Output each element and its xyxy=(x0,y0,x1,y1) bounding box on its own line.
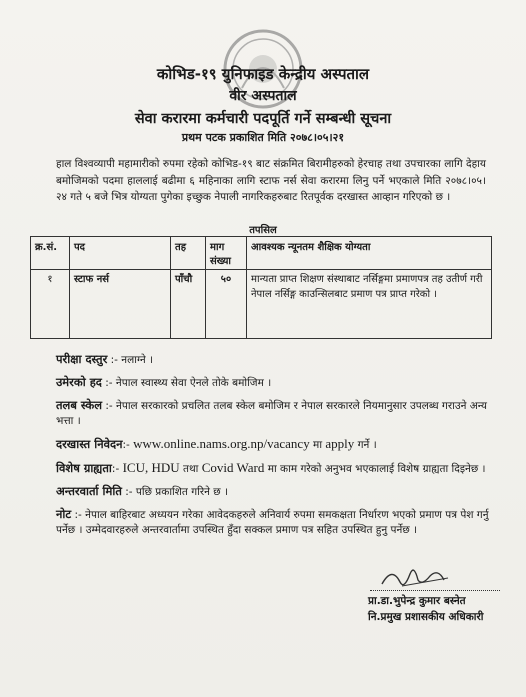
cell-level: पाँचौ xyxy=(171,270,206,339)
table-header-row xyxy=(31,237,492,270)
priority-en2: Covid Ward xyxy=(201,460,265,475)
signatory-title: नि.प्रमुख प्रशासकीय अधिकारी xyxy=(368,611,484,623)
hospital-name: कोभिड-१९ युनिफाइड केन्द्रीय अस्पताल xyxy=(156,65,370,83)
details-section xyxy=(56,352,496,545)
cell-serial: १ xyxy=(31,270,70,339)
priority-label: विशेष ग्राह्यता xyxy=(56,461,112,475)
age-label: उमेरको हद xyxy=(56,375,102,389)
priority-en: ICU, HDU xyxy=(122,460,180,475)
priority-row xyxy=(56,460,496,477)
notice-title: सेवा करारमा कर्मचारी पदपूर्ति गर्ने सम्बन्धी सूचना xyxy=(134,111,392,127)
col-demand: माग संख्या xyxy=(206,237,247,270)
vacancy-table xyxy=(30,236,492,339)
priority-post: मा काम गरेको अनुभव भएकालाई विशेष ग्राह्यता दिइनेछ । xyxy=(264,463,486,475)
intro-paragraph: हाल विश्वव्यापी महामारीको रुपमा रहेको कोभिड-१९ बाट संक्रमित बिरामीहरुको हेरचाह तथा उपचारका लागि देहाय बमोजिमको पदमा हाललाई बढीमा ६ महिनाका लागि स्टाफ नर्स सेवा करारमा लिनु पर्ने भएकाले मिति २०७८।०५।२४ गते ५ बजे भित्र योग्यता पुगेका इच्छुक नेपाली नागरिकहरुबाट रितपूर्वक दरखास्त आव्हान गरिएको छ । xyxy=(56,158,486,203)
salary-label: तलब स्केल xyxy=(56,398,103,412)
schedule-heading: तपसिल xyxy=(249,225,277,236)
exam-fee-label: परीक्षा दस्तुर xyxy=(56,352,108,366)
application-sep: :- xyxy=(122,439,134,451)
note-row xyxy=(56,507,496,538)
interview-row xyxy=(56,484,496,500)
salary-row xyxy=(56,398,496,429)
interview-label: अन्तरवार्ता मिति xyxy=(56,484,122,498)
signatory-name: प्रा.डा.भुपेन्द्र कुमार बस्नेत xyxy=(368,595,466,607)
publish-date: प्रथम पटक प्रकाशित मिति २०७८।०५।२१ xyxy=(181,131,345,144)
priority-sep: :- xyxy=(111,463,123,475)
exam-fee-value: :- नलाग्ने । xyxy=(110,354,154,366)
table-row xyxy=(31,270,492,339)
cell-demand: ५० xyxy=(206,270,247,339)
priority-mid: तथा xyxy=(179,463,202,475)
salary-value: :- नेपाल सरकारको प्रचलित तलब स्केल बमोजिम र नेपाल सरकारले नियमानुसार उपलब्ध गराउने अन्य भत्ता । xyxy=(56,400,487,427)
signature-line xyxy=(370,590,500,591)
application-apply: apply xyxy=(325,436,355,451)
note-label: नोट xyxy=(56,507,72,521)
cell-qualification: मान्यता प्राप्त शिक्षण संस्थाबाट नर्सिङ्गमा प्रमाणपत्र तह उतीर्ण गरी नेपाल नर्सिङ्ग काउन्सिलबाट प्रमाण पत्र प्राप्त गरेको । xyxy=(247,270,492,339)
age-row xyxy=(56,375,496,391)
col-serial: क्र.सं. xyxy=(31,237,70,270)
interview-value: :- पछि प्रकाशित गरिने छ । xyxy=(125,486,228,498)
application-url-link[interactable]: www.online.nams.org.np/vacancy xyxy=(133,436,310,451)
application-row xyxy=(56,436,496,453)
application-mid: मा xyxy=(309,439,326,451)
application-post: गर्ने । xyxy=(354,439,377,451)
cell-post: स्टाफ नर्स xyxy=(70,270,171,339)
col-post: पद xyxy=(70,237,171,270)
col-qualification: आवश्यक न्यूनतम शैक्षिक योग्यता xyxy=(247,237,492,270)
exam-fee-row xyxy=(56,352,496,368)
note-value: :- नेपाल बाहिरबाट अध्ययन गरेका आवेदकहरुले अनिवार्य रुपमा समकक्षता निर्धारण भएको प्रमाण पत्र पेश गर्नु पर्नेछ । उम्मेदवारहरुले अन्तरवार्तामा उपस्थित हुँदा सक्कल प्रमाण पत्र सहित उपस्थित हुनु पर्नेछ । xyxy=(56,509,489,536)
hospital-subname: वीर अस्पताल xyxy=(229,88,297,104)
age-value: :- नेपाल स्वास्थ्य सेवा ऐनले तोके बमोजिम । xyxy=(105,377,272,389)
col-level: तह xyxy=(171,237,206,270)
application-label: दरखास्त निवेदन xyxy=(56,437,123,451)
